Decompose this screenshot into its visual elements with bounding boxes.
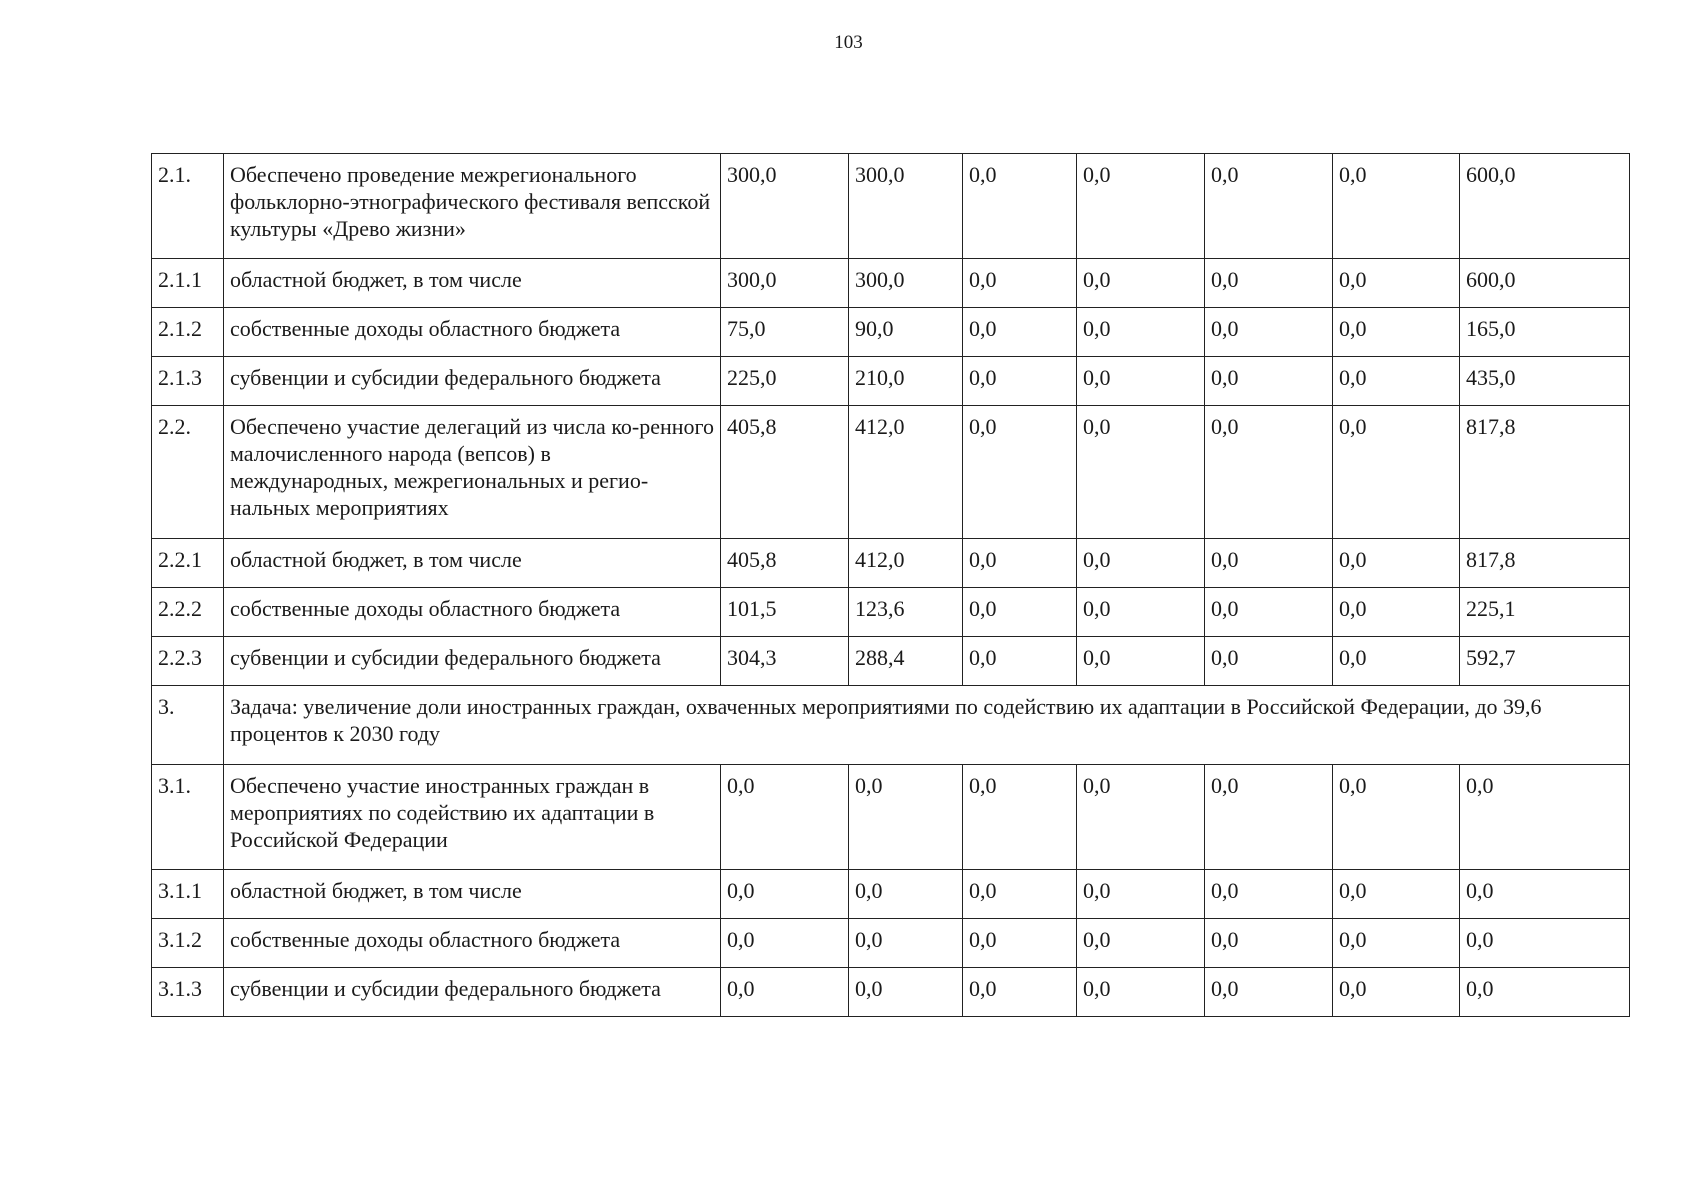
value-cell: 0,0	[1333, 919, 1460, 968]
value-cell: 0,0	[963, 968, 1077, 1017]
row-description-cell: областной бюджет, в том числе	[224, 539, 721, 588]
value-cell: 0,0	[1333, 968, 1460, 1017]
value-cell: 0,0	[1077, 357, 1205, 406]
value-cell: 101,5	[721, 588, 849, 637]
value-cell: 0,0	[1333, 308, 1460, 357]
table-row	[152, 357, 1630, 406]
value-cell: 0,0	[1077, 539, 1205, 588]
value-cell: 0,0	[849, 870, 963, 919]
value-cell: 0,0	[1333, 406, 1460, 539]
value-cell: 600,0	[1460, 259, 1630, 308]
value-cell: 304,3	[721, 637, 849, 686]
value-cell: 0,0	[1205, 588, 1333, 637]
table-row	[152, 539, 1630, 588]
value-cell: 0,0	[1205, 870, 1333, 919]
value-cell: 0,0	[1077, 259, 1205, 308]
table-row	[152, 154, 1630, 259]
row-description-cell: Обеспечено участие иностранных граждан в мероприятиях по содействию их адаптации в Российской Федерации	[224, 765, 721, 870]
table-row	[152, 588, 1630, 637]
value-cell: 0,0	[721, 765, 849, 870]
value-cell: 165,0	[1460, 308, 1630, 357]
value-cell: 0,0	[1205, 968, 1333, 1017]
value-cell: 435,0	[1460, 357, 1630, 406]
value-cell: 0,0	[1333, 870, 1460, 919]
table-row	[152, 919, 1630, 968]
row-description-cell: Обеспечено участие делегаций из числа ко-ренного малочисленного народа (вепсов) в международных, межрегиональных и регио-нальных мероприятиях	[224, 406, 721, 539]
value-cell: 0,0	[1333, 357, 1460, 406]
value-cell: 0,0	[1205, 259, 1333, 308]
value-cell: 300,0	[849, 259, 963, 308]
table-row	[152, 637, 1630, 686]
value-cell: 0,0	[963, 588, 1077, 637]
row-description-cell: субвенции и субсидии федерального бюджета	[224, 637, 721, 686]
row-description-cell: собственные доходы областного бюджета	[224, 919, 721, 968]
value-cell: 0,0	[1333, 259, 1460, 308]
task-row	[152, 686, 1630, 765]
value-cell: 0,0	[1460, 919, 1630, 968]
value-cell: 412,0	[849, 406, 963, 539]
value-cell: 225,0	[721, 357, 849, 406]
row-description-cell: Обеспечено проведение межрегионального фольклорно-этнографического фестиваля вепсской культуры «Древо жизни»	[224, 154, 721, 259]
row-number-cell: 2.1.	[152, 154, 224, 259]
value-cell: 0,0	[1077, 588, 1205, 637]
row-number-cell: 2.2.3	[152, 637, 224, 686]
value-cell: 817,8	[1460, 539, 1630, 588]
row-description-cell: собственные доходы областного бюджета	[224, 308, 721, 357]
value-cell: 592,7	[1460, 637, 1630, 686]
value-cell: 0,0	[1333, 539, 1460, 588]
value-cell: 0,0	[1205, 357, 1333, 406]
page-number: 103	[834, 32, 863, 53]
value-cell: 0,0	[849, 919, 963, 968]
value-cell: 0,0	[1205, 637, 1333, 686]
value-cell: 225,1	[1460, 588, 1630, 637]
value-cell: 412,0	[849, 539, 963, 588]
value-cell: 0,0	[1333, 154, 1460, 259]
row-description-cell: областной бюджет, в том числе	[224, 259, 721, 308]
value-cell: 0,0	[963, 406, 1077, 539]
row-number-cell: 3.1.2	[152, 919, 224, 968]
row-description-cell: областной бюджет, в том числе	[224, 870, 721, 919]
value-cell: 0,0	[1077, 637, 1205, 686]
value-cell: 0,0	[963, 637, 1077, 686]
row-number-cell: 2.1.3	[152, 357, 224, 406]
value-cell: 0,0	[1077, 968, 1205, 1017]
value-cell: 90,0	[849, 308, 963, 357]
row-number-cell: 3.1.3	[152, 968, 224, 1017]
value-cell: 0,0	[963, 357, 1077, 406]
table-row	[152, 765, 1630, 870]
row-number-cell: 3.1.	[152, 765, 224, 870]
row-description-cell: субвенции и субсидии федерального бюджета	[224, 968, 721, 1017]
value-cell: 0,0	[849, 765, 963, 870]
value-cell: 0,0	[963, 308, 1077, 357]
table-row	[152, 259, 1630, 308]
value-cell: 0,0	[1460, 870, 1630, 919]
value-cell: 0,0	[1205, 154, 1333, 259]
table-row	[152, 406, 1630, 539]
value-cell: 0,0	[963, 765, 1077, 870]
value-cell: 0,0	[721, 968, 849, 1017]
value-cell: 0,0	[1077, 154, 1205, 259]
value-cell: 0,0	[721, 919, 849, 968]
value-cell: 0,0	[1333, 637, 1460, 686]
value-cell: 0,0	[1460, 765, 1630, 870]
row-description-cell: собственные доходы областного бюджета	[224, 588, 721, 637]
value-cell: 210,0	[849, 357, 963, 406]
value-cell: 0,0	[963, 539, 1077, 588]
value-cell: 0,0	[1333, 765, 1460, 870]
value-cell: 600,0	[1460, 154, 1630, 259]
value-cell: 0,0	[721, 870, 849, 919]
value-cell: 300,0	[849, 154, 963, 259]
table-row	[152, 968, 1630, 1017]
row-number-cell: 2.2.2	[152, 588, 224, 637]
value-cell: 0,0	[963, 259, 1077, 308]
value-cell: 300,0	[721, 154, 849, 259]
value-cell: 0,0	[1077, 919, 1205, 968]
value-cell: 0,0	[1205, 919, 1333, 968]
row-number-cell: 3.1.1	[152, 870, 224, 919]
value-cell: 0,0	[1205, 406, 1333, 539]
value-cell: 0,0	[1077, 870, 1205, 919]
value-cell: 0,0	[1205, 308, 1333, 357]
value-cell: 0,0	[1077, 765, 1205, 870]
value-cell: 0,0	[963, 870, 1077, 919]
value-cell: 0,0	[1077, 406, 1205, 539]
task-description-cell: Задача: увеличение доли иностранных граждан, охваченных мероприятиями по содействию их адаптации в Российской Федерации, до 39,6 процентов к 2030 году	[224, 686, 1630, 765]
table-row	[152, 308, 1630, 357]
row-number-cell: 3.	[152, 686, 224, 765]
row-number-cell: 2.1.1	[152, 259, 224, 308]
value-cell: 0,0	[1333, 588, 1460, 637]
value-cell: 817,8	[1460, 406, 1630, 539]
row-description-cell: субвенции и субсидии федерального бюджета	[224, 357, 721, 406]
value-cell: 288,4	[849, 637, 963, 686]
row-number-cell: 2.1.2	[152, 308, 224, 357]
value-cell: 0,0	[1077, 308, 1205, 357]
row-number-cell: 2.2.	[152, 406, 224, 539]
value-cell: 75,0	[721, 308, 849, 357]
value-cell: 123,6	[849, 588, 963, 637]
value-cell: 0,0	[963, 154, 1077, 259]
value-cell: 405,8	[721, 539, 849, 588]
table-row	[152, 870, 1630, 919]
value-cell: 0,0	[849, 968, 963, 1017]
table-body	[152, 154, 1630, 1017]
value-cell: 300,0	[721, 259, 849, 308]
row-number-cell: 2.2.1	[152, 539, 224, 588]
value-cell: 0,0	[1205, 765, 1333, 870]
value-cell: 0,0	[963, 919, 1077, 968]
value-cell: 0,0	[1460, 968, 1630, 1017]
budget-table	[151, 153, 1630, 1017]
value-cell: 405,8	[721, 406, 849, 539]
value-cell: 0,0	[1205, 539, 1333, 588]
